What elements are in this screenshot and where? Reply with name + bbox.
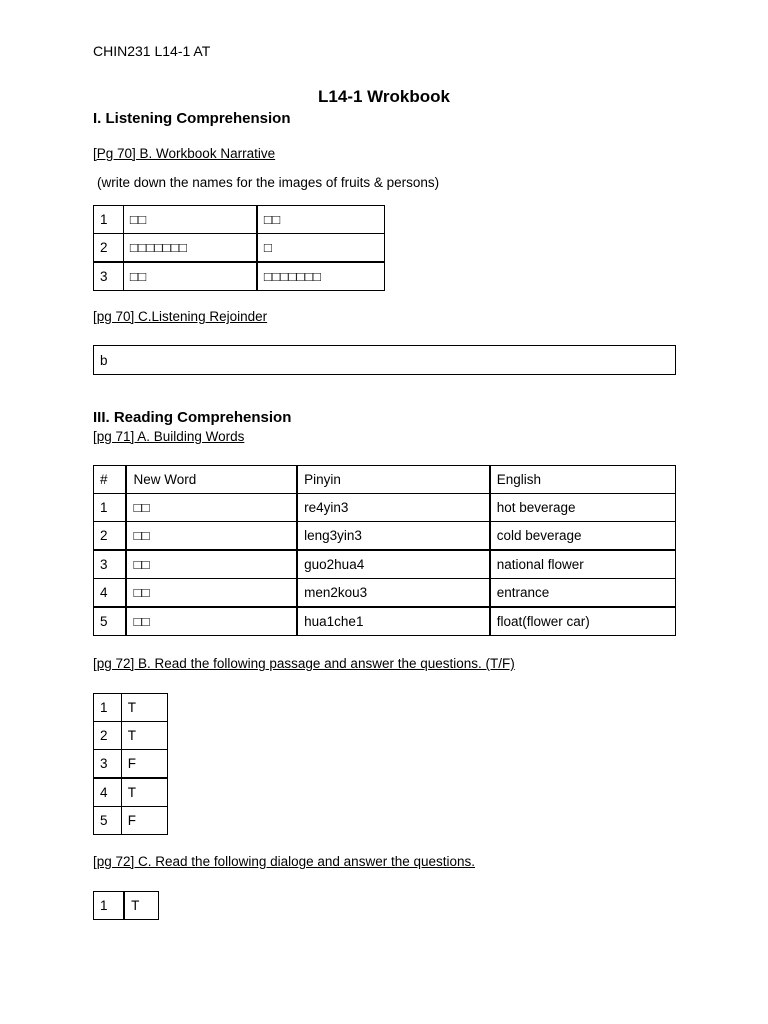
- table-row: [94, 494, 676, 522]
- table-cell: □□□□□□□: [257, 262, 385, 291]
- table-row: [94, 579, 676, 608]
- table-cell: 4: [94, 778, 122, 807]
- table-row: [94, 206, 385, 234]
- table-cell: F: [121, 807, 167, 835]
- column-header: #: [94, 466, 127, 494]
- table-cell: 2: [94, 234, 124, 263]
- building-words-table: [93, 465, 676, 636]
- table-cell: entrance: [490, 579, 676, 608]
- section-heading-listening: I. Listening Comprehension: [93, 110, 291, 127]
- instruction-note: (write down the names for the images of fruits & persons): [97, 175, 440, 190]
- table-cell: □□: [126, 607, 297, 636]
- table-row: [94, 694, 168, 722]
- table-row: [94, 234, 385, 263]
- section-heading-reading: III. Reading Comprehension: [93, 409, 292, 426]
- table-row: [94, 778, 168, 807]
- table-cell: 2: [94, 522, 127, 551]
- table-row: [94, 722, 168, 750]
- table-cell: □□: [126, 522, 297, 551]
- table-cell: hot beverage: [490, 494, 676, 522]
- table-cell: T: [124, 892, 158, 920]
- table-cell: □□: [257, 206, 385, 234]
- table-cell: men2kou3: [297, 579, 490, 608]
- table-cell: 5: [94, 807, 122, 835]
- table-cell: b: [94, 346, 676, 375]
- table-cell: □: [257, 234, 385, 263]
- table-cell: re4yin3: [297, 494, 490, 522]
- table-cell: leng3yin3: [297, 522, 490, 551]
- part-label-passage-tf: [pg 72] B. Read the following passage and answer the questions. (T/F): [93, 656, 515, 671]
- table-cell: 1: [94, 494, 127, 522]
- rejoinder-answer-table: [93, 345, 676, 375]
- part-label-listening-rejoinder: [pg 70] C.Listening Rejoinder: [93, 309, 268, 324]
- table-row: [94, 346, 676, 375]
- part-label-building-words: [pg 71] A. Building Words: [93, 429, 245, 444]
- table-row: [94, 607, 676, 636]
- table-row: [94, 262, 385, 291]
- table-cell: □□: [126, 494, 297, 522]
- table-cell: 3: [94, 262, 124, 291]
- table-cell: T: [121, 694, 167, 722]
- column-header: English: [490, 466, 676, 494]
- column-header: New Word: [126, 466, 297, 494]
- passage-tf-table: [93, 693, 168, 835]
- table-cell: guo2hua4: [297, 550, 490, 579]
- table-cell: 5: [94, 607, 127, 636]
- table-cell: □□: [123, 206, 257, 234]
- table-cell: cold beverage: [490, 522, 676, 551]
- table-cell: 3: [94, 750, 122, 779]
- table-cell: F: [121, 750, 167, 779]
- table-cell: float(flower car): [490, 607, 676, 636]
- table-cell: □□: [126, 579, 297, 608]
- table-row: [94, 807, 168, 835]
- table-row: [94, 522, 676, 551]
- dialogue-answer-table: [93, 891, 159, 920]
- page-title: L14-1 Wrokbook: [318, 87, 450, 106]
- table-cell: hua1che1: [297, 607, 490, 636]
- table-cell: □□□□□□□: [123, 234, 257, 263]
- table-cell: 1: [94, 892, 125, 920]
- table-cell: □□: [123, 262, 257, 291]
- table-row: [94, 550, 676, 579]
- table-cell: 4: [94, 579, 127, 608]
- table-header-row: [94, 466, 676, 494]
- table-cell: □□: [126, 550, 297, 579]
- column-header: Pinyin: [297, 466, 490, 494]
- table-cell: 3: [94, 550, 127, 579]
- table-cell: 2: [94, 722, 122, 750]
- table-row: [94, 750, 168, 779]
- part-label-workbook-narrative: [Pg 70] B. Workbook Narrative: [93, 146, 276, 161]
- table-cell: national flower: [490, 550, 676, 579]
- part-label-dialogue: [pg 72] C. Read the following dialoge and answer the questions.: [93, 854, 476, 869]
- table-cell: T: [121, 722, 167, 750]
- document-header: CHIN231 L14-1 AT: [93, 43, 211, 59]
- table-row: [94, 892, 159, 920]
- table-cell: 1: [94, 694, 122, 722]
- narrative-table: [93, 205, 385, 291]
- table-cell: 1: [94, 206, 124, 234]
- table-cell: T: [121, 778, 167, 807]
